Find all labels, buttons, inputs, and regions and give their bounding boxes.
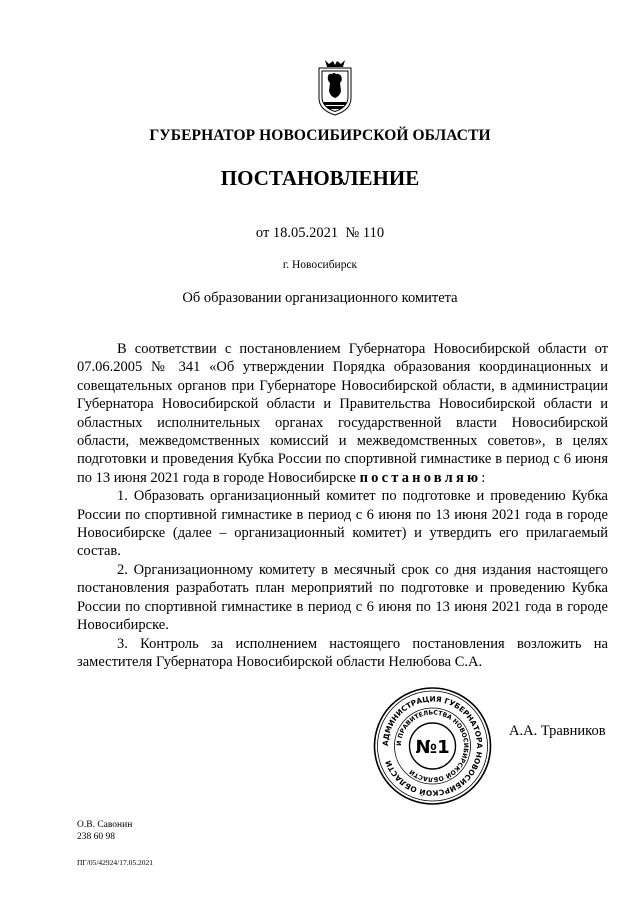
seal-outer-text: АДМИНИСТРАЦИЯ ГУБЕРНАТОРА НОВОСИБИРСКОЙ ОБЛАСТИ <box>380 694 485 798</box>
official-seal-stamp <box>370 685 495 807</box>
decree-word: постановляю <box>359 469 482 486</box>
doc-type: ПОСТАНОВЛЕНИЕ <box>220 166 420 190</box>
coat-of-arms-icon <box>315 58 355 118</box>
seal-center-text: №1 <box>415 737 450 758</box>
doc-subject: Об образовании организационного комитета <box>182 290 458 306</box>
doc-date-number <box>0 225 640 242</box>
doc-date: от 18.05.2021 <box>255 225 339 241</box>
doc-body <box>77 340 608 671</box>
item-1: 1. Образовать организационный комитет по подготовке и проведению Кубка России по спортивной гимнастике в период с 6 июня по 13 июня 2021 года в городе Новосибирске (далее – организационный комитет) и утвердить его прилагаемый состав. <box>77 488 608 560</box>
executor-name: О.В. Савонин <box>77 820 133 830</box>
item-2: 2. Организационному комитету в месячный срок со дня издания настоящего постановления разработать план мероприятий по подготовке и проведению Кубка России по спортивной гимнастике в период с 6 июня по 13 июня 2021 года в городе Новосибирске. <box>77 561 608 634</box>
registration-number: ПГ/05/42924/17.05.2021 <box>77 858 154 867</box>
doc-city: г. Новосибирск <box>282 259 358 271</box>
seal-inner-text: И ПРАВИТЕЛЬСТВА НОВОСИБИРСКОЙ ОБЛАСТИ <box>395 709 470 783</box>
org-title: ГУБЕРНАТОР НОВОСИБИРСКОЙ ОБЛАСТИ <box>149 127 491 144</box>
preamble-text: В соответствии с постановлением Губернатора Новосибирской области от 07.06.2005 № 341 «Об утверждении Порядка образования координационных и совещательных органов при Губернаторе Новосибирской области, в администрации Губернатора Новосибирской области и Правительства Новосибирской области и областных исполнительных органах государственной власти Новосибирской области, межведомственных комиссий и межведомственных советов», в целях подготовки и проведения Кубка России по спортивной гимнастике в период с 6 июня по 13 июня 2021 года в городе Новосибирске <box>77 341 608 486</box>
decree-suffix: : <box>481 469 486 486</box>
doc-number: № 110 <box>345 225 385 241</box>
item-3: 3. Контроль за исполнением настоящего постановления возложить на заместителя Губернатора Новосибирской области Нелюбова С.А. <box>77 635 608 670</box>
executor-phone: 238 60 98 <box>77 832 115 842</box>
executor-block <box>77 819 132 843</box>
signatory-name: А.А. Травников <box>509 723 606 739</box>
preamble-paragraph <box>77 340 608 487</box>
